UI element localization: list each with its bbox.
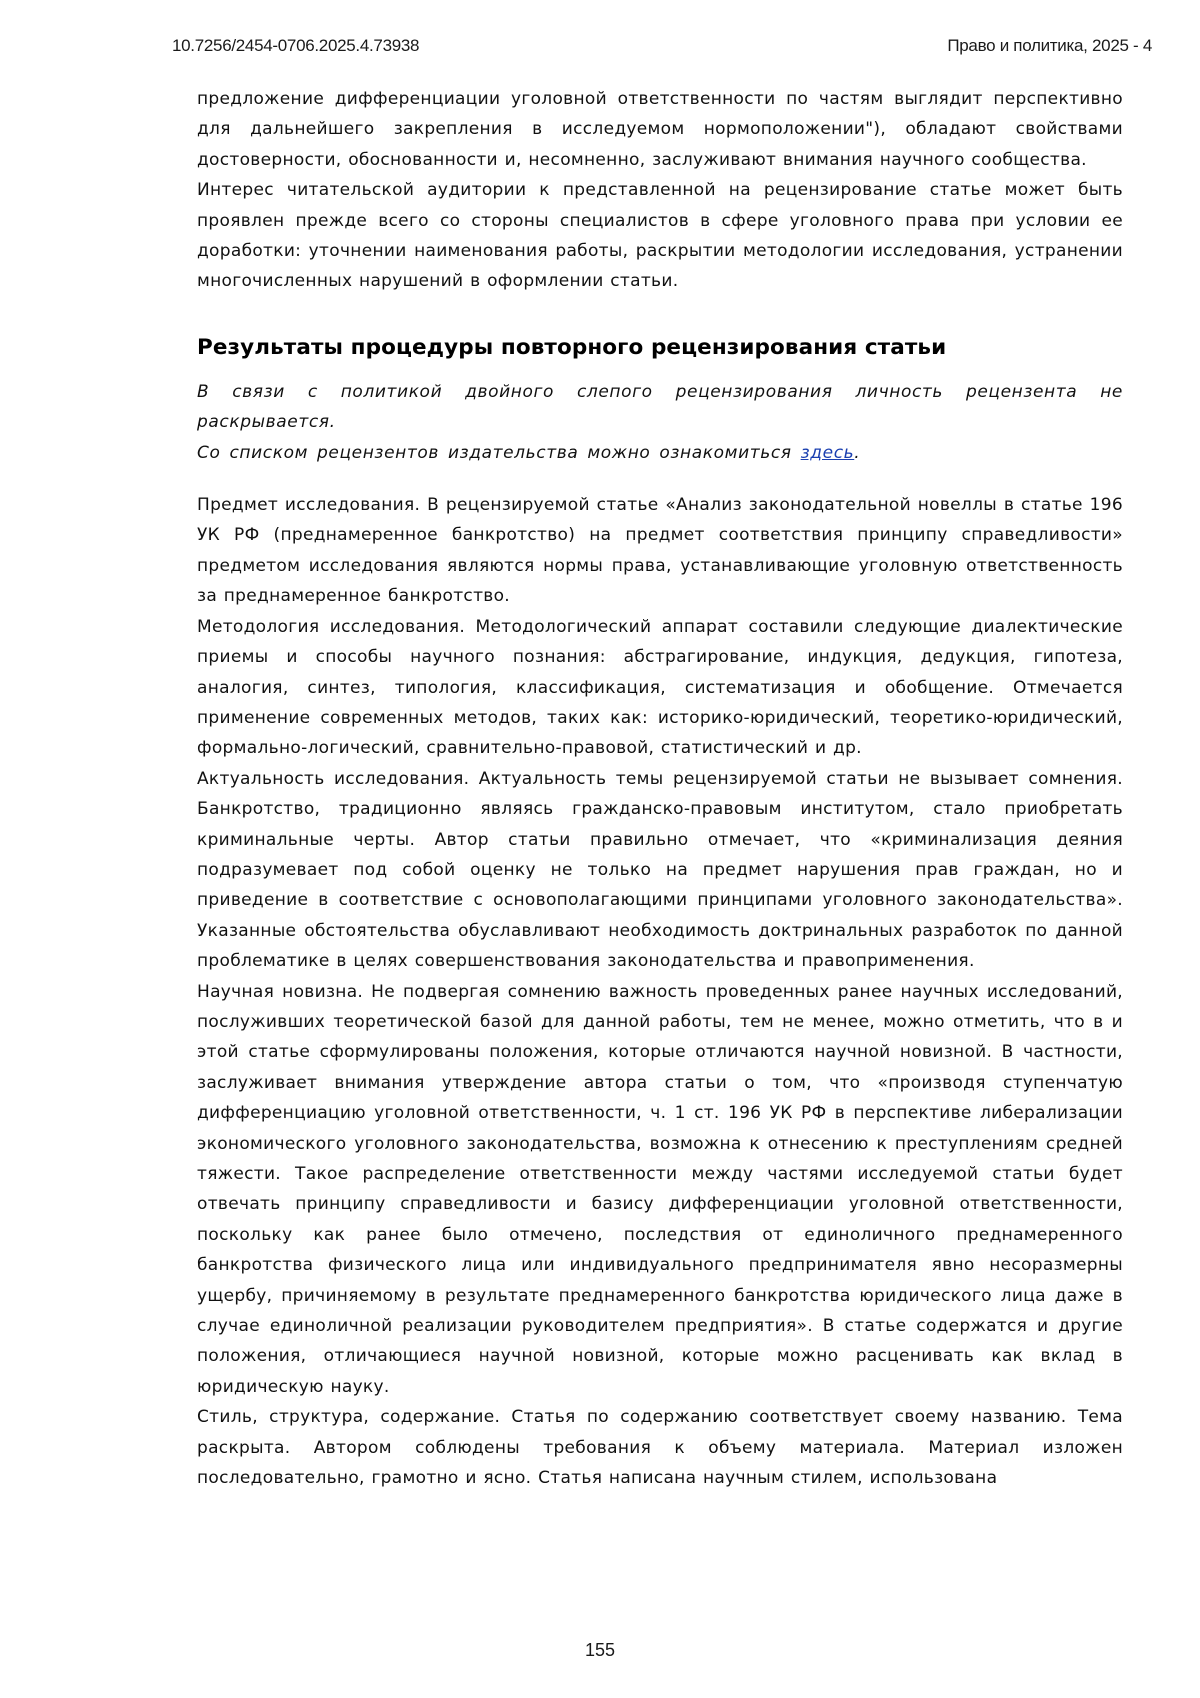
section-heading: Результаты процедуры повторного рецензирования статьи xyxy=(197,333,1123,363)
running-header xyxy=(172,36,1152,60)
reviewers-list-line xyxy=(197,438,1123,468)
review-paragraph-subject: Предмет исследования. В рецензируемой статье «Анализ законодательной новеллы в статье 196 УК РФ (преднамеренное банкротство) на предмет соответствия принципу справедливости» предметом исследования являются нормы права, устанавливающие уголовную ответственность за преднамеренное банкротство. xyxy=(197,490,1123,612)
review-paragraph-methodology: Методология исследования. Методологический аппарат составили следующие диалектические приемы и способы научного познания: абстрагирование, индукция, дедукция, гипотеза, аналогия, синтез, типология, классификация, систематизация и обобщение. Отмечается применение современных методов, таких как: историко-юридический, теоретико-юридический, формально-логический, сравнительно-правовой, статистический и др. xyxy=(197,612,1123,764)
doi-text: 10.7256/2454-0706.2025.4.73938 xyxy=(172,36,419,56)
reviewers-list-text: Со списком рецензентов издательства можно ознакомиться xyxy=(197,443,801,463)
review-note xyxy=(197,377,1123,468)
page-number: 155 xyxy=(0,1640,1200,1661)
review-paragraph-novelty: Научная новизна. Не подвергая сомнению важность проведенных ранее научных исследований, послуживших теоретической базой для данной работы, тем не менее, можно отметить, что в и этой статье сформулированы положения, которые отличаются научной новизной. В частности, заслуживает внимания утверждение автора статьи о том, что «производя ступенчатую дифференциацию уголовной ответственности, ч. 1 ст. 196 УК РФ в перспективе либерализации экономического уголовного законодательства, возможна к отнесению к преступлениям средней тяжести. Такое распределение ответственности между частями исследуемой статьи будет отвечать принципу справедливости и базису дифференциации уголовной ответственности, поскольку как ранее было отмечено, последствия от единоличного преднамеренного банкротства физического лица или индивидуального предпринимателя явно несоразмерны ущербу, причиняемому в результате преднамеренного банкротства юридического лица даже в случае единоличной реализации руководителем предприятия». В статье содержатся и другие положения, отличающиеся научной новизной, которые можно расценивать как вклад в юридическую науку. xyxy=(197,977,1123,1403)
page-content xyxy=(197,84,1123,1493)
review-paragraph-relevance: Актуальность исследования. Актуальность темы рецензируемой статьи не вызывает сомнения. Банкротство, традиционно являясь гражданско-правовым институтом, стало приобретать криминальные черты. Автор статьи правильно отмечает, что «криминализация деяния подразумевает под собой оценку не только на предмет нарушения прав граждан, но и приведение в соответствие с основополагающими принципами уголовного законодательства». Указанные обстоятельства обуславливают необходимость доктринальных разработок по данной проблематике в целях совершенствования законодательства и правоприменения. xyxy=(197,764,1123,977)
review-body xyxy=(197,490,1123,1493)
journal-issue: Право и политика, 2025 - 4 xyxy=(947,36,1152,56)
intro-paragraph: предложение дифференциации уголовной ответственности по частям выглядит перспективно для дальнейшего закрепления в исследуемом нормоположении"), обладают свойствами достоверности, обоснованности и, несомненно, заслуживают внимания научного сообщества. xyxy=(197,84,1123,175)
blind-review-notice: В связи с политикой двойного слепого рецензирования личность рецензента не раскрывается. xyxy=(197,377,1123,438)
reviewers-list-suffix: . xyxy=(854,443,860,463)
intro-paragraph: Интерес читательской аудитории к представленной на рецензирование статье может быть проявлен прежде всего со стороны специалистов в сфере уголовного права при условии ее доработки: уточнении наименования работы, раскрытии методологии исследования, устранении многочисленных нарушений в оформлении статьи. xyxy=(197,175,1123,297)
reviewers-link[interactable]: здесь xyxy=(801,443,855,463)
review-paragraph-style: Стиль, структура, содержание. Статья по содержанию соответствует своему названию. Тема раскрыта. Автором соблюдены требования к объему материала. Материал изложен последовательно, грамотно и ясно. Статья написана научным стилем, использована xyxy=(197,1402,1123,1493)
